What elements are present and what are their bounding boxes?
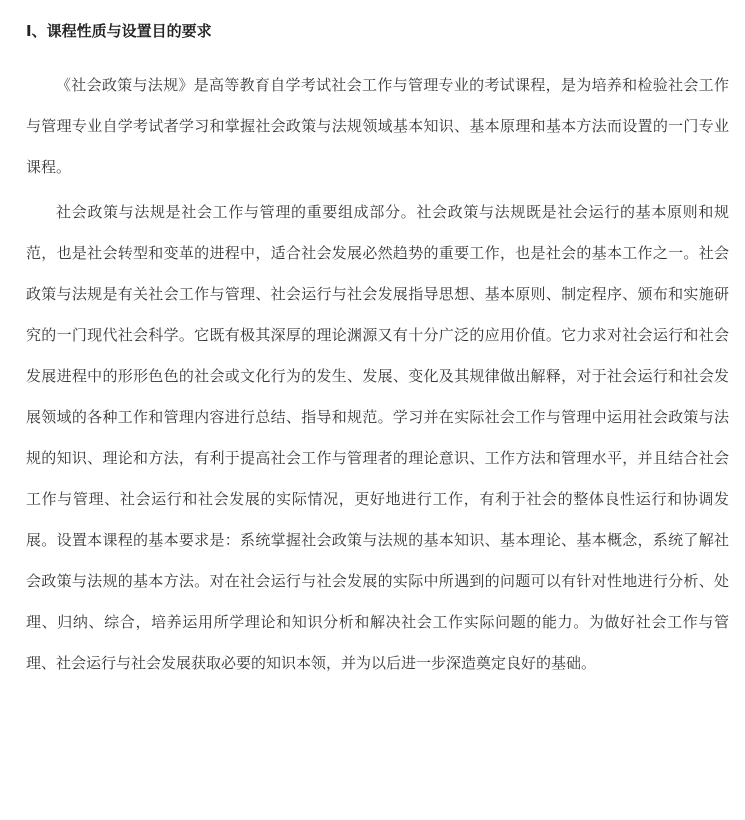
paragraph-course-requirements: 社会政策与法规是社会工作与管理的重要组成部分。社会政策与法规既是社会运行的基本原则和规范，也是社会转型和变革的进程中，适合社会发展必然趋势的重要工作，也是社会的基本工作之一。社会政策与法规是有关社会工作与管理、社会运行与社会发展指导思想、基本原则、制定程序、颁布和实施研究的一门现代社会科学。它既有极其深厚的理论渊源又有十分广泛的应用价值。它力求对社会运行和社会发展进程中的形形色色的社会或文化行为的发生、发展、变化及其规律做出解释，对于社会运行和社会发展领域的各种工作和管理内容进行总结、指导和规范。学习并在实际社会工作与管理中运用社会政策与法规的知识、理论和方法，有利于提高社会工作与管理者的理论意识、工作方法和管理水平，并且结合社会工作与管理、社会运行和社会发展的实际情况，更好地进行工作，有利于社会的整体良性运行和协调发展。设置本课程的基本要求是：系统掌握社会政策与法规的基本知识、基本理论、基本概念，系统了解社会政策与法规的基本方法。对在社会运行与社会发展的实际中所遇到的问题可以有针对性地进行分析、处理、归纳、综合，培养运用所学理论和知识分析和解决社会工作实际问题的能力。为做好社会工作与管理、社会运行与社会发展获取必要的知识本领，并为以后进一步深造奠定良好的基础。 bbox=[26, 203, 729, 672]
paragraph-course-intro: 《社会政策与法规》是高等教育自学考试社会工作与管理专业的考试课程，是为培养和检验社会工作与管理专业自学考试者学习和掌握社会政策与法规领域基本知识、基本原理和基本方法而设置的一门专业课程。 bbox=[26, 76, 729, 176]
section-heading: I、课程性质与设置目的要求 bbox=[26, 22, 212, 40]
